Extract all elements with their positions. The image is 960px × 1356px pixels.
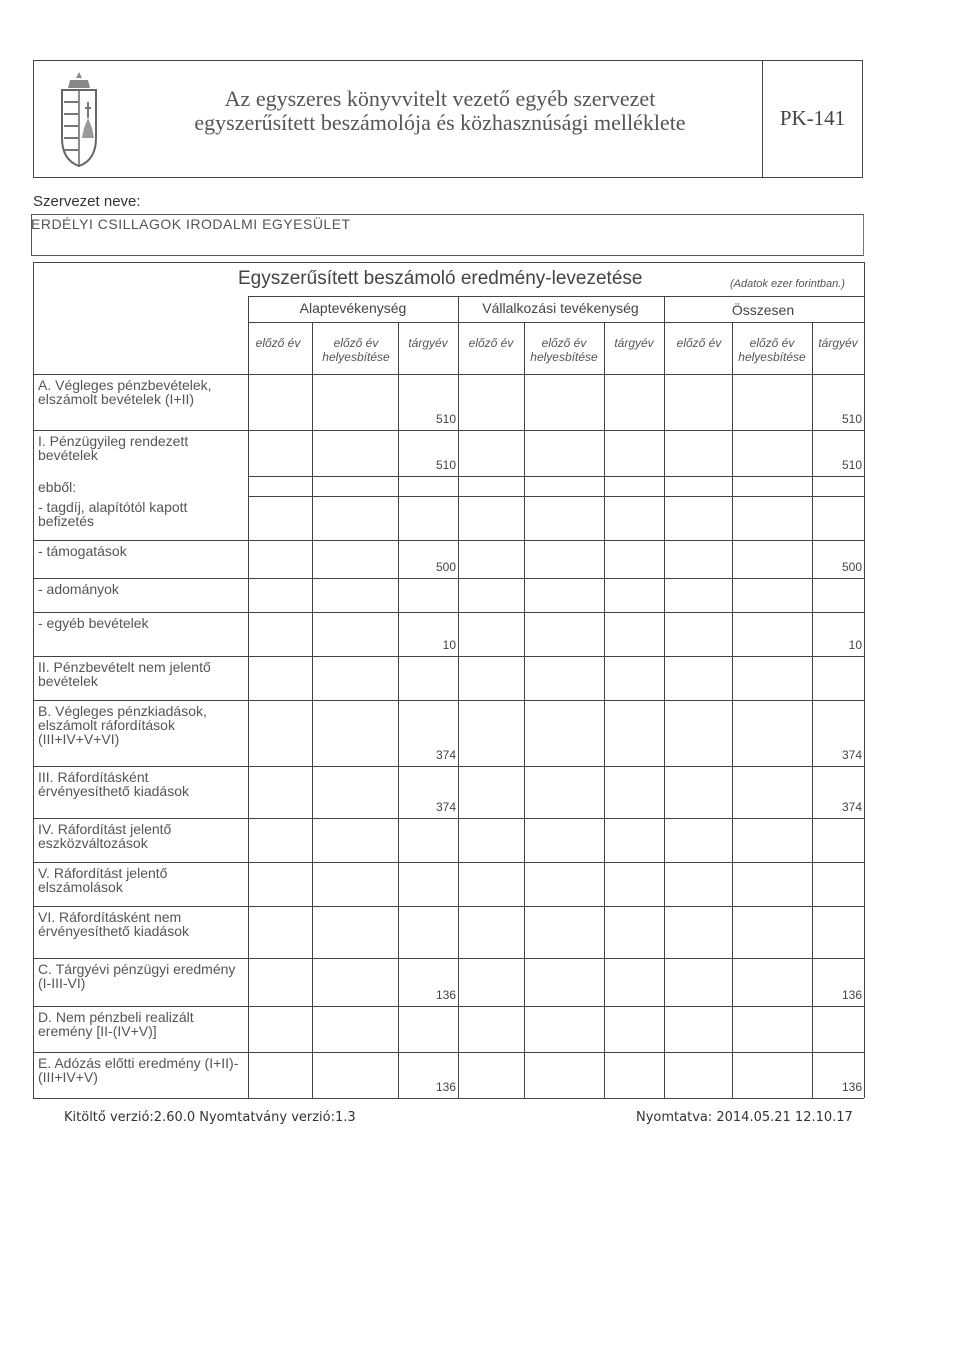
row-divider [33,818,864,819]
row-label: B. Végleges pénzkiadások, elszámolt ráfordítások (III+IV+V+VI) [38,703,207,747]
value-osszesen-targyev: 136 [841,1080,862,1094]
row-label: - adományok [38,581,119,597]
col-header-targyev: tárgyév [614,336,654,350]
group-header-osszesen: Összesen [731,302,795,318]
value-osszesen-targyev: 374 [841,800,862,814]
value-osszesen-targyev: 374 [841,748,862,762]
row-label: III. Ráfordításként érvényesíthető kiadások [38,769,189,799]
value-alap-targyev: 510 [435,412,456,426]
value-osszesen-targyev: 136 [841,988,862,1002]
col-header-elozo-ev: előző év [468,336,514,350]
units-note: (Adatok ezer forintban.) [730,278,845,290]
column-divider [812,322,813,1098]
document-title-line2: egyszerűsített beszámolója és közhasznúsági melléklete [194,110,686,135]
row-divider [33,700,864,701]
column-divider [312,322,313,1098]
form-code: PK-141 [779,106,846,130]
row-label: A. Végleges pénzbevételek, elszámolt bevételek (I+II) [38,377,212,407]
row-divider [33,540,864,541]
row-divider [248,496,864,497]
value-alap-targyev: 136 [435,988,456,1002]
row-label: - támogatások [38,543,127,559]
value-alap-targyev: 136 [435,1080,456,1094]
row-label: - tagdíj, alapítótól kapott befizetés [38,499,188,529]
row-divider [33,1006,864,1007]
col-header-targyev: tárgyév [818,336,858,350]
value-alap-targyev: 374 [435,748,456,762]
row-label: ebből: [38,479,77,495]
column-divider [664,296,665,1098]
value-osszesen-targyev: 510 [841,458,862,472]
col-header-helyesbitese: előző év helyesbítése [322,336,390,364]
value-alap-targyev: 500 [435,560,456,574]
row-label: C. Tárgyévi pénzügyi eredmény (I-III-VI) [38,961,236,991]
document-title-line1: Az egyszeres könyvvitelt vezető egyéb szervezet [224,86,656,111]
row-label: V. Ráfordítást jelentő elszámolások [38,865,168,895]
row-divider [33,958,864,959]
group-header-vallalkozasi: Vállalkozási tevékenység [482,300,639,316]
value-osszesen-targyev: 510 [841,412,862,426]
footer-print-date: Nyomtatva: 2014.05.21 12.10.17 [636,1110,853,1125]
row-divider [33,612,864,613]
footer-version: Kitöltő verzió:2.60.0 Nyomtatvány verzió:1.3 [64,1110,356,1125]
row-label: D. Nem pénzbeli realizált eremény [II-(IV+V)] [38,1009,194,1039]
row-label: II. Pénzbevételt nem jelentő bevételek [38,659,211,689]
row-divider [33,862,864,863]
col-header-elozo-ev: előző év [255,336,301,350]
row-divider [33,1052,864,1053]
value-osszesen-targyev: 500 [841,560,862,574]
row-divider [33,766,864,767]
group-header-alaptevekenyseg: Alaptevékenység [299,300,407,316]
row-label: IV. Ráfordítást jelentő eszközváltozások [38,821,172,851]
row-label: E. Adózás előtti eredmény (I+II)-(III+IV+V) [38,1055,239,1085]
column-divider [732,322,733,1098]
row-divider [33,656,864,657]
row-divider [33,906,864,907]
value-alap-targyev: 510 [435,458,456,472]
row-divider [33,374,864,375]
col-header-helyesbitese: előző év helyesbítése [738,336,806,364]
row-divider [248,476,864,477]
row-label: VI. Ráfordításként nem érvényesíthető kiadások [38,909,189,939]
organization-name: ERDÉLYI CSILLAGOK IRODALMI EGYESÜLET [31,216,351,232]
column-divider [604,322,605,1098]
column-divider [524,322,525,1098]
col-header-helyesbitese: előző év helyesbítése [530,336,598,364]
column-divider [864,262,865,1098]
value-alap-targyev: 10 [442,638,456,652]
col-header-targyev: tárgyév [408,336,448,350]
column-divider [458,296,459,1098]
col-header-elozo-ev: előző év [676,336,722,350]
value-osszesen-targyev: 10 [848,638,862,652]
row-divider [33,1098,864,1099]
row-divider [33,578,864,579]
column-divider [398,322,399,1098]
value-alap-targyev: 374 [435,800,456,814]
column-divider [248,296,249,1098]
table-title: Egyszerűsített beszámoló eredmény-levezetése [238,268,643,289]
organization-label: Szervezet neve: [33,193,141,210]
row-label: I. Pénzügyileg rendezett bevételek [38,433,189,463]
row-divider [33,430,864,431]
column-divider [33,262,34,1098]
row-label: - egyéb bevételek [38,615,149,631]
